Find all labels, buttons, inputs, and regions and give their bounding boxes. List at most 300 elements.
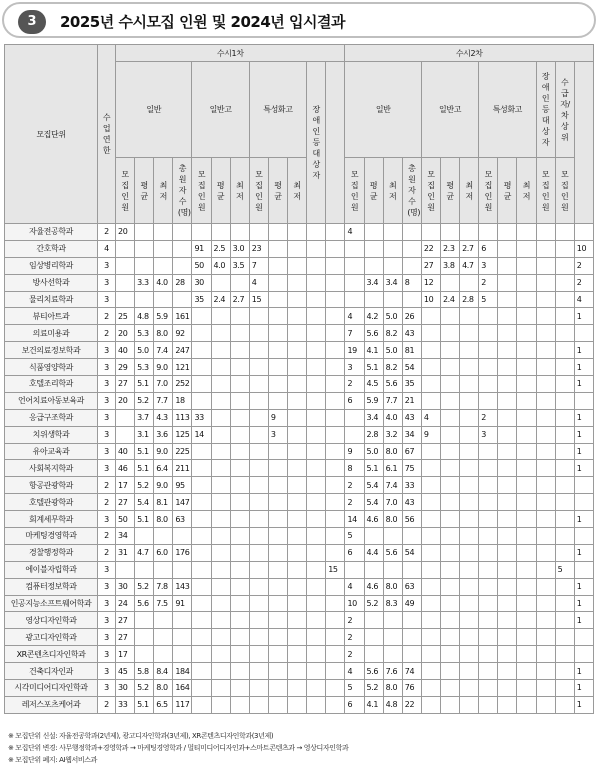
years-cell: 3 (98, 595, 116, 612)
value-cell: 8.1 (154, 494, 173, 511)
value-cell: 1 (574, 409, 593, 426)
value-cell (555, 612, 574, 629)
value-cell (249, 680, 268, 697)
value-cell (479, 325, 498, 342)
header-recruit: 모집인원 (479, 158, 498, 224)
value-cell (460, 612, 479, 629)
value-cell (498, 426, 517, 443)
value-cell (326, 696, 345, 713)
table-row (5, 578, 594, 595)
value-cell (402, 646, 421, 663)
value-cell (326, 308, 345, 325)
value-cell (211, 663, 230, 680)
value-cell (517, 578, 536, 595)
value-cell (249, 696, 268, 713)
years-cell: 3 (98, 342, 116, 359)
value-cell (211, 443, 230, 460)
value-cell (135, 561, 154, 578)
value-cell (287, 392, 306, 409)
header-recruit: 모집인원 (249, 158, 268, 224)
value-cell (555, 595, 574, 612)
header-recruit: 모집인원 (116, 158, 135, 224)
header-r1-special-hs: 특성화고 (249, 62, 306, 158)
value-cell: 8 (402, 274, 421, 291)
value-cell (402, 291, 421, 308)
value-cell (498, 359, 517, 376)
value-cell (517, 595, 536, 612)
header-low: 최저 (230, 158, 249, 224)
value-cell (211, 392, 230, 409)
value-cell (211, 646, 230, 663)
value-cell (230, 325, 249, 342)
value-cell: 10 (574, 240, 593, 257)
value-cell (517, 680, 536, 697)
value-cell (192, 561, 211, 578)
value-cell (460, 663, 479, 680)
value-cell (460, 680, 479, 697)
value-cell (287, 477, 306, 494)
value-cell (460, 426, 479, 443)
value-cell (345, 240, 364, 257)
unit-name-cell: 호텔조리학과 (5, 376, 98, 393)
table-row (5, 528, 594, 545)
value-cell: 92 (173, 325, 192, 342)
value-cell (440, 443, 459, 460)
value-cell (249, 325, 268, 342)
value-cell: 8.0 (383, 578, 402, 595)
value-cell (307, 477, 326, 494)
value-cell (421, 646, 440, 663)
value-cell (479, 663, 498, 680)
value-cell (287, 308, 306, 325)
value-cell: 34 (402, 426, 421, 443)
value-cell: 33 (402, 477, 421, 494)
value-cell: 5.8 (135, 663, 154, 680)
value-cell: 7.5 (154, 595, 173, 612)
value-cell (249, 359, 268, 376)
value-cell (555, 291, 574, 308)
value-cell (555, 443, 574, 460)
value-cell: 3.7 (135, 409, 154, 426)
value-cell (287, 544, 306, 561)
value-cell: 2 (345, 477, 364, 494)
value-cell: 5.4 (364, 477, 383, 494)
value-cell (383, 629, 402, 646)
value-cell (574, 477, 593, 494)
value-cell (268, 544, 287, 561)
header-low: 최저 (383, 158, 402, 224)
value-cell (268, 460, 287, 477)
value-cell (460, 325, 479, 342)
value-cell (364, 257, 383, 274)
value-cell (287, 561, 306, 578)
value-cell (517, 443, 536, 460)
value-cell: 18 (173, 392, 192, 409)
value-cell (555, 426, 574, 443)
value-cell: 1 (574, 544, 593, 561)
value-cell: 2.8 (364, 426, 383, 443)
value-cell: 1 (574, 663, 593, 680)
value-cell (479, 443, 498, 460)
value-cell: 40 (116, 443, 135, 460)
value-cell: 113 (173, 409, 192, 426)
value-cell (479, 359, 498, 376)
header-recruit: 모집인원 (192, 158, 211, 224)
value-cell: 5.1 (135, 511, 154, 528)
value-cell (440, 342, 459, 359)
value-cell (364, 612, 383, 629)
value-cell: 8.0 (154, 325, 173, 342)
value-cell (364, 528, 383, 545)
value-cell: 6.1 (383, 460, 402, 477)
value-cell (517, 240, 536, 257)
value-cell (440, 696, 459, 713)
value-cell (517, 392, 536, 409)
value-cell (268, 511, 287, 528)
value-cell: 6 (345, 696, 364, 713)
value-cell: 2.4 (440, 291, 459, 308)
value-cell (460, 460, 479, 477)
years-cell: 3 (98, 274, 116, 291)
value-cell (498, 477, 517, 494)
value-cell (307, 511, 326, 528)
value-cell (498, 342, 517, 359)
value-cell (498, 392, 517, 409)
value-cell (268, 443, 287, 460)
value-cell (517, 224, 536, 241)
years-cell: 3 (98, 561, 116, 578)
value-cell (192, 342, 211, 359)
value-cell (287, 595, 306, 612)
header-avg: 평균 (498, 158, 517, 224)
value-cell (307, 528, 326, 545)
value-cell: 63 (173, 511, 192, 528)
value-cell (460, 595, 479, 612)
value-cell: 3.1 (135, 426, 154, 443)
value-cell: 117 (173, 696, 192, 713)
value-cell (211, 544, 230, 561)
value-cell: 2.3 (440, 240, 459, 257)
value-cell (211, 680, 230, 697)
value-cell (287, 680, 306, 697)
table-row (5, 595, 594, 612)
value-cell: 4.8 (135, 308, 154, 325)
value-cell: 5.1 (364, 359, 383, 376)
value-cell: 5.6 (364, 325, 383, 342)
table-row (5, 511, 594, 528)
value-cell (517, 257, 536, 274)
value-cell (230, 511, 249, 528)
value-cell (517, 477, 536, 494)
value-cell (230, 477, 249, 494)
value-cell (307, 443, 326, 460)
years-cell: 3 (98, 291, 116, 308)
value-cell (154, 629, 173, 646)
years-cell: 3 (98, 460, 116, 477)
header-recruit: 모집인원 (421, 158, 440, 224)
value-cell (555, 528, 574, 545)
value-cell (326, 409, 345, 426)
value-cell (211, 342, 230, 359)
value-cell (421, 612, 440, 629)
header-avg: 평균 (440, 158, 459, 224)
value-cell: 1 (574, 443, 593, 460)
value-cell: 4.8 (383, 696, 402, 713)
value-cell (135, 528, 154, 545)
value-cell (268, 308, 287, 325)
value-cell: 27 (116, 494, 135, 511)
value-cell: 3 (268, 426, 287, 443)
header-low: 최저 (517, 158, 536, 224)
years-cell: 3 (98, 392, 116, 409)
value-cell: 27 (116, 612, 135, 629)
value-cell: 6.0 (154, 544, 173, 561)
table-row (5, 494, 594, 511)
value-cell (326, 224, 345, 241)
value-cell: 8 (345, 460, 364, 477)
header-r2-special-hs: 특성화고 (479, 62, 536, 158)
value-cell (307, 646, 326, 663)
value-cell (574, 629, 593, 646)
value-cell (211, 359, 230, 376)
table-row (5, 460, 594, 477)
value-cell: 7.7 (154, 392, 173, 409)
value-cell: 5.0 (364, 443, 383, 460)
value-cell (249, 460, 268, 477)
value-cell (230, 494, 249, 511)
value-cell: 5 (479, 291, 498, 308)
value-cell (287, 426, 306, 443)
value-cell (555, 359, 574, 376)
value-cell: 5.1 (135, 460, 154, 477)
value-cell (287, 443, 306, 460)
value-cell: 211 (173, 460, 192, 477)
value-cell: 5.6 (135, 595, 154, 612)
value-cell (211, 325, 230, 342)
value-cell: 43 (402, 325, 421, 342)
value-cell: 10 (345, 595, 364, 612)
value-cell: 43 (402, 409, 421, 426)
section-title: 2025년 수시모집 인원 및 2024년 입시결과 (60, 13, 345, 31)
unit-name-cell: 광고디자인학과 (5, 629, 98, 646)
value-cell (517, 629, 536, 646)
value-cell (287, 612, 306, 629)
value-cell (517, 544, 536, 561)
value-cell (211, 426, 230, 443)
value-cell (421, 511, 440, 528)
value-cell (536, 646, 555, 663)
unit-name-cell: 시각미디어디자인학과 (5, 680, 98, 697)
value-cell (326, 325, 345, 342)
value-cell: 5.0 (135, 342, 154, 359)
value-cell: 81 (402, 342, 421, 359)
value-cell (249, 426, 268, 443)
value-cell (440, 274, 459, 291)
value-cell (440, 494, 459, 511)
value-cell (555, 224, 574, 241)
value-cell: 12 (421, 274, 440, 291)
value-cell (307, 376, 326, 393)
value-cell (154, 291, 173, 308)
value-cell: 22 (421, 240, 440, 257)
value-cell (536, 392, 555, 409)
value-cell: 1 (574, 426, 593, 443)
value-cell: 4.7 (460, 257, 479, 274)
value-cell: 8.3 (383, 595, 402, 612)
value-cell (249, 629, 268, 646)
value-cell (230, 426, 249, 443)
table-row (5, 561, 594, 578)
value-cell (287, 578, 306, 595)
value-cell (555, 257, 574, 274)
value-cell (211, 460, 230, 477)
years-cell: 2 (98, 308, 116, 325)
years-cell: 2 (98, 696, 116, 713)
value-cell: 27 (116, 629, 135, 646)
value-cell (287, 359, 306, 376)
value-cell: 9.0 (154, 443, 173, 460)
value-cell (421, 359, 440, 376)
value-cell (307, 308, 326, 325)
value-cell (517, 291, 536, 308)
value-cell (211, 409, 230, 426)
value-cell (268, 494, 287, 511)
value-cell (307, 663, 326, 680)
years-cell: 2 (98, 224, 116, 241)
value-cell (307, 409, 326, 426)
value-cell: 3 (479, 426, 498, 443)
value-cell (116, 257, 135, 274)
value-cell (555, 646, 574, 663)
years-cell: 3 (98, 578, 116, 595)
table-row (5, 443, 594, 460)
unit-name-cell: 언어치료아동보육과 (5, 392, 98, 409)
unit-name-cell: 자율전공학과 (5, 224, 98, 241)
value-cell: 4 (345, 224, 364, 241)
value-cell (460, 409, 479, 426)
value-cell: 161 (173, 308, 192, 325)
value-cell (211, 629, 230, 646)
table-row (5, 696, 594, 713)
unit-name-cell: 방사선학과 (5, 274, 98, 291)
value-cell (536, 460, 555, 477)
table-row (5, 257, 594, 274)
value-cell (555, 392, 574, 409)
value-cell (326, 342, 345, 359)
value-cell (249, 578, 268, 595)
value-cell: 5 (345, 680, 364, 697)
value-cell (421, 629, 440, 646)
value-cell (536, 325, 555, 342)
value-cell (440, 477, 459, 494)
value-cell (211, 561, 230, 578)
years-cell: 3 (98, 376, 116, 393)
value-cell (287, 342, 306, 359)
value-cell (536, 359, 555, 376)
value-cell (116, 426, 135, 443)
unit-name-cell: 보건의료정보학과 (5, 342, 98, 359)
value-cell (555, 274, 574, 291)
value-cell (383, 612, 402, 629)
value-cell (326, 240, 345, 257)
value-cell (555, 325, 574, 342)
value-cell (307, 325, 326, 342)
value-cell: 7.6 (383, 663, 402, 680)
value-cell (440, 376, 459, 393)
value-cell (517, 494, 536, 511)
value-cell: 5.4 (135, 494, 154, 511)
value-cell: 75 (402, 460, 421, 477)
value-cell: 26 (402, 308, 421, 325)
value-cell (249, 224, 268, 241)
value-cell (326, 376, 345, 393)
unit-name-cell: 유아교육과 (5, 443, 98, 460)
value-cell (230, 359, 249, 376)
value-cell (268, 274, 287, 291)
value-cell (249, 528, 268, 545)
value-cell: 7.8 (154, 578, 173, 595)
value-cell: 2 (345, 376, 364, 393)
years-cell: 3 (98, 443, 116, 460)
header-low: 최저 (287, 158, 306, 224)
value-cell (345, 409, 364, 426)
value-cell: 14 (192, 426, 211, 443)
value-cell: 8.4 (154, 663, 173, 680)
value-cell: 54 (402, 359, 421, 376)
value-cell: 3.0 (230, 240, 249, 257)
value-cell: 33 (116, 696, 135, 713)
value-cell (249, 494, 268, 511)
value-cell (230, 409, 249, 426)
value-cell: 5.2 (135, 680, 154, 697)
value-cell (268, 680, 287, 697)
value-cell (517, 359, 536, 376)
value-cell: 91 (173, 595, 192, 612)
value-cell: 54 (402, 544, 421, 561)
value-cell (116, 291, 135, 308)
value-cell: 9.0 (154, 477, 173, 494)
value-cell (307, 544, 326, 561)
value-cell: 5.6 (383, 376, 402, 393)
value-cell (211, 528, 230, 545)
value-cell (249, 595, 268, 612)
value-cell (517, 426, 536, 443)
value-cell (498, 240, 517, 257)
value-cell (517, 460, 536, 477)
value-cell (479, 629, 498, 646)
value-cell (249, 511, 268, 528)
value-cell (440, 646, 459, 663)
value-cell (498, 646, 517, 663)
value-cell (307, 274, 326, 291)
value-cell (268, 595, 287, 612)
value-cell: 5.6 (383, 544, 402, 561)
value-cell (173, 291, 192, 308)
value-cell: 4 (421, 409, 440, 426)
value-cell (249, 663, 268, 680)
value-cell (173, 224, 192, 241)
value-cell: 20 (116, 325, 135, 342)
value-cell (421, 224, 440, 241)
value-cell: 2.4 (211, 291, 230, 308)
value-cell (230, 595, 249, 612)
value-cell (517, 528, 536, 545)
value-cell (440, 460, 459, 477)
value-cell: 7.7 (383, 392, 402, 409)
value-cell: 3.4 (383, 274, 402, 291)
value-cell (173, 612, 192, 629)
value-cell: 2 (345, 646, 364, 663)
